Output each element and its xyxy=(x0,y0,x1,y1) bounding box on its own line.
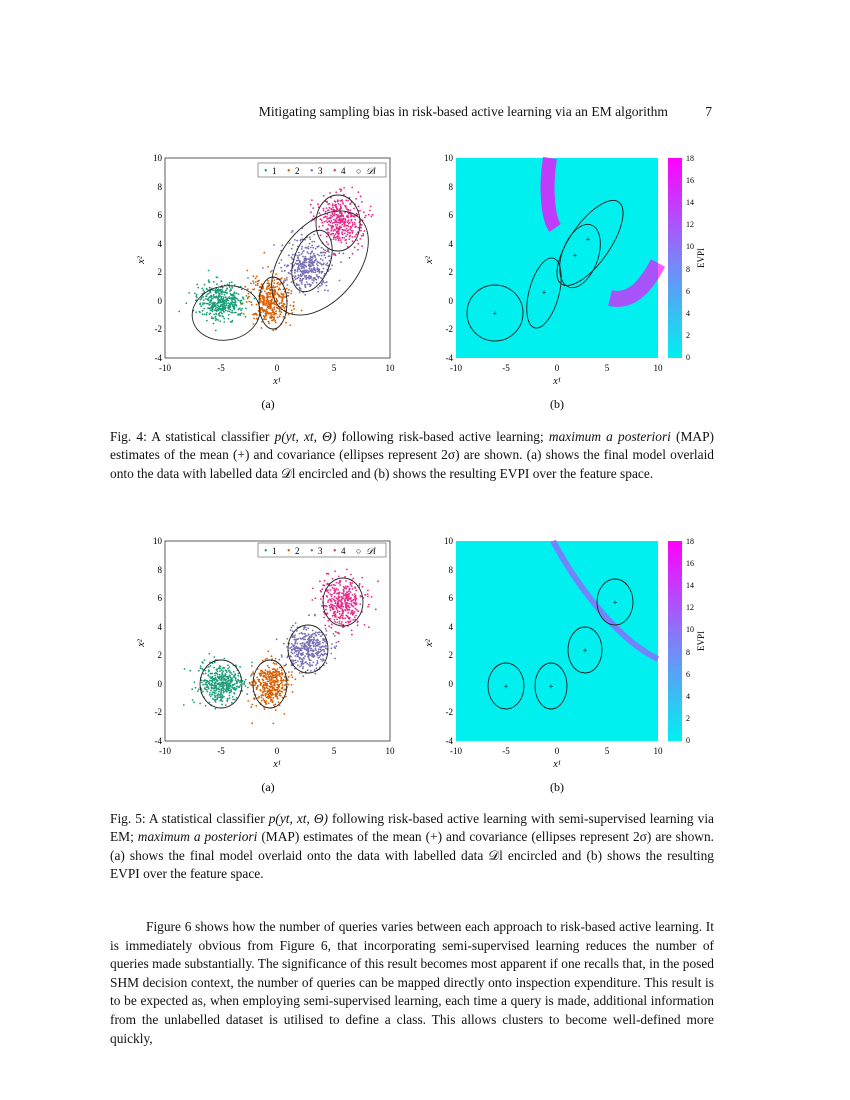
x-tick: -5 xyxy=(217,363,225,373)
svg-text:+: + xyxy=(492,309,498,318)
figure-4-graphic xyxy=(130,148,740,418)
svg-text:+: + xyxy=(612,598,618,607)
y-tick: 2 xyxy=(157,650,162,660)
subfigure-label-a: (a) xyxy=(261,780,275,794)
legend-mark: • xyxy=(333,166,337,177)
x-axis-label: x¹ xyxy=(273,376,281,387)
x-axis-label: x¹ xyxy=(553,759,561,770)
x-tick: 0 xyxy=(274,363,280,373)
subfigure-label-a: (a) xyxy=(261,397,275,411)
x-tick: 5 xyxy=(604,363,610,373)
legend-mark: • xyxy=(287,546,291,557)
y-tick: 6 xyxy=(448,593,453,603)
fig4b-y-ticks xyxy=(444,153,454,363)
x-tick: -10 xyxy=(450,363,462,373)
running-title: Mitigating sampling bias in risk-based active learning via an EM algorithm xyxy=(258,104,668,119)
colorbar-ticks xyxy=(686,537,694,745)
y-tick: 2 xyxy=(157,267,162,277)
y-tick: -2 xyxy=(154,324,162,334)
figure-5 xyxy=(130,531,740,806)
x-tick: 10 xyxy=(653,363,663,373)
cb-tick: 4 xyxy=(686,692,690,701)
legend-mark: • xyxy=(287,166,291,177)
y-tick: -4 xyxy=(154,353,162,363)
colorbar xyxy=(668,541,682,741)
legend-entry: 𝒟l xyxy=(366,546,376,556)
figure-5-caption xyxy=(110,810,714,884)
legend-entry: 3 xyxy=(318,546,323,556)
x-tick: -5 xyxy=(502,363,510,373)
y-tick: 10 xyxy=(153,153,162,163)
legend-entry: 4 xyxy=(341,166,346,176)
legend-entry: 2 xyxy=(295,546,300,556)
cb-tick: 0 xyxy=(686,353,690,362)
svg-text:+: + xyxy=(541,288,547,297)
y-tick: 6 xyxy=(157,210,162,220)
caption-text: following risk-based active learning with semi-supervised learning via EM; xyxy=(110,811,714,845)
y-axis-label: x² xyxy=(136,256,147,264)
colorbar xyxy=(668,158,682,358)
subfigure-label-b: (b) xyxy=(550,397,564,411)
y-axis-label: x² xyxy=(136,639,147,647)
cb-tick: 6 xyxy=(686,670,690,679)
y-tick: 6 xyxy=(448,210,453,220)
legend-mark: • xyxy=(264,166,268,177)
fig5b-y-ticks xyxy=(444,536,454,746)
x-tick: -10 xyxy=(450,746,462,756)
fig5-panel-b xyxy=(424,536,706,794)
x-tick: 0 xyxy=(554,746,560,756)
fig4a-x-ticks xyxy=(159,363,395,373)
cb-tick: 8 xyxy=(686,265,690,274)
cb-tick: 12 xyxy=(686,603,694,612)
fig4b-x-ticks xyxy=(450,363,663,373)
y-tick: 8 xyxy=(448,565,453,575)
y-tick: -4 xyxy=(445,736,453,746)
fig5a-x-ticks xyxy=(159,746,395,756)
y-tick: 0 xyxy=(448,679,453,689)
colorbar-label: EVPI xyxy=(696,248,706,268)
cb-tick: 10 xyxy=(686,625,694,634)
legend-entry: 𝒟l xyxy=(366,166,376,176)
y-tick: 6 xyxy=(157,593,162,603)
svg-text:+: + xyxy=(585,235,591,244)
y-tick: -2 xyxy=(445,707,453,717)
x-tick: 0 xyxy=(274,746,280,756)
cb-tick: 6 xyxy=(686,287,690,296)
y-tick: -4 xyxy=(154,736,162,746)
x-tick: -10 xyxy=(159,746,171,756)
x-tick: 5 xyxy=(331,746,337,756)
fig4a-y-ticks xyxy=(153,153,163,363)
colorbar-ticks xyxy=(686,154,694,362)
y-tick: 10 xyxy=(444,153,453,163)
fig5b-x-ticks xyxy=(450,746,663,756)
fig5a-y-ticks xyxy=(153,536,163,746)
y-tick: 2 xyxy=(448,650,453,660)
legend-mark: • xyxy=(310,166,314,177)
legend-entry: 2 xyxy=(295,166,300,176)
x-axis-label: x¹ xyxy=(553,376,561,387)
caption-math: p(yt, xt, Θ) xyxy=(274,429,337,444)
legend-entry: 4 xyxy=(341,546,346,556)
x-tick: 10 xyxy=(385,746,395,756)
cb-tick: 14 xyxy=(686,581,694,590)
y-tick: 10 xyxy=(153,536,162,546)
cb-tick: 2 xyxy=(686,331,690,340)
fig4-panel-b xyxy=(424,153,706,411)
svg-text:+: + xyxy=(503,682,509,691)
x-tick: 10 xyxy=(653,746,663,756)
fig4-panel-a xyxy=(136,153,395,411)
caption-math: p(yt, xt, Θ) xyxy=(268,811,329,826)
caption-italic: maximum a posteriori xyxy=(548,429,671,444)
cb-tick: 18 xyxy=(686,537,694,546)
subfigure-label-b: (b) xyxy=(550,780,564,794)
page-number: 7 xyxy=(705,104,712,119)
cb-tick: 16 xyxy=(686,559,694,568)
cb-tick: 16 xyxy=(686,176,694,185)
y-tick: 4 xyxy=(157,622,162,632)
caption-text: Fig. 4: A statistical classifier xyxy=(110,429,275,444)
y-tick: 2 xyxy=(448,267,453,277)
x-tick: 5 xyxy=(331,363,337,373)
y-axis-label: x² xyxy=(424,639,435,647)
x-axis-label: x¹ xyxy=(273,759,281,770)
caption-text: (MAP) estimates of the mean (+) and covariance (ellipses represent 2σ) are shown. (a) shows the final model overlaid onto the data with labelled data 𝒟l encircled and (b) shows the resulting EVPI over the feature space. xyxy=(110,429,715,481)
caption-text: Fig. 5: A statistical classifier xyxy=(110,811,269,826)
y-tick: 10 xyxy=(444,536,453,546)
legend-entry: 3 xyxy=(318,166,323,176)
x-tick: 10 xyxy=(385,363,395,373)
x-tick: -5 xyxy=(502,746,510,756)
figure-5-graphic xyxy=(130,531,740,801)
cb-tick: 10 xyxy=(686,242,694,251)
y-axis-label: x² xyxy=(424,256,435,264)
cb-tick: 14 xyxy=(686,198,694,207)
legend-mark: ○ xyxy=(356,546,362,556)
y-tick: 4 xyxy=(448,239,453,249)
caption-text: following risk-based active learning; xyxy=(336,429,549,444)
svg-text:+: + xyxy=(582,646,588,655)
y-tick: 0 xyxy=(157,296,162,306)
legend-entry: 1 xyxy=(272,546,277,556)
y-tick: -2 xyxy=(445,324,453,334)
x-tick: 0 xyxy=(554,363,560,373)
y-tick: -4 xyxy=(445,353,453,363)
y-tick: 8 xyxy=(157,182,162,192)
figure-4-caption xyxy=(110,428,714,483)
svg-text:+: + xyxy=(548,682,554,691)
x-tick: -10 xyxy=(159,363,171,373)
legend-mark: • xyxy=(333,546,337,557)
legend-mark: ○ xyxy=(356,166,362,176)
cb-tick: 2 xyxy=(686,714,690,723)
caption-italic: maximum a posteriori xyxy=(137,829,258,845)
fig5-panel-a xyxy=(136,536,395,794)
legend-entry: 1 xyxy=(272,166,277,176)
y-tick: 0 xyxy=(157,679,162,689)
body-paragraph: Figure 6 shows how the number of queries varies between each approach to risk-based active learning. It is immediately obvious from Figure 6, that incorporating semi-supervised learning reduces the number of queries made substantially. The significance of this result becomes most apparent if one recalls that, in the posed SHM decision context, the number of queries can be mapped directly onto inspection expenditure. This result is to be expected as, when employing semi-supervised learning, each time a query is made, additional information from the unlabelled dataset is utilised to define a class. This allows clusters to become well-defined more quickly, xyxy=(110,919,714,1046)
svg-text:+: + xyxy=(572,251,578,260)
cb-tick: 8 xyxy=(686,648,690,657)
y-tick: 8 xyxy=(448,182,453,192)
y-tick: -2 xyxy=(154,707,162,717)
figure-4 xyxy=(130,148,740,423)
y-tick: 8 xyxy=(157,565,162,575)
legend-mark: • xyxy=(264,546,268,557)
y-tick: 0 xyxy=(448,296,453,306)
colorbar-label: EVPI xyxy=(696,631,706,651)
cb-tick: 12 xyxy=(686,220,694,229)
caption-text: (MAP) estimates of the mean (+) and covariance (ellipses represent 2σ) are shown. (a) shows the final model overlaid onto the data with labelled data 𝒟l encircled and (b) shows the resulting EVPI over the feature space. xyxy=(110,829,714,882)
cb-tick: 18 xyxy=(686,154,694,163)
y-tick: 4 xyxy=(157,239,162,249)
x-tick: 5 xyxy=(604,746,610,756)
cb-tick: 0 xyxy=(686,736,690,745)
cb-tick: 4 xyxy=(686,309,690,318)
legend-mark: • xyxy=(310,546,314,557)
x-tick: -5 xyxy=(217,746,225,756)
y-tick: 4 xyxy=(448,622,453,632)
